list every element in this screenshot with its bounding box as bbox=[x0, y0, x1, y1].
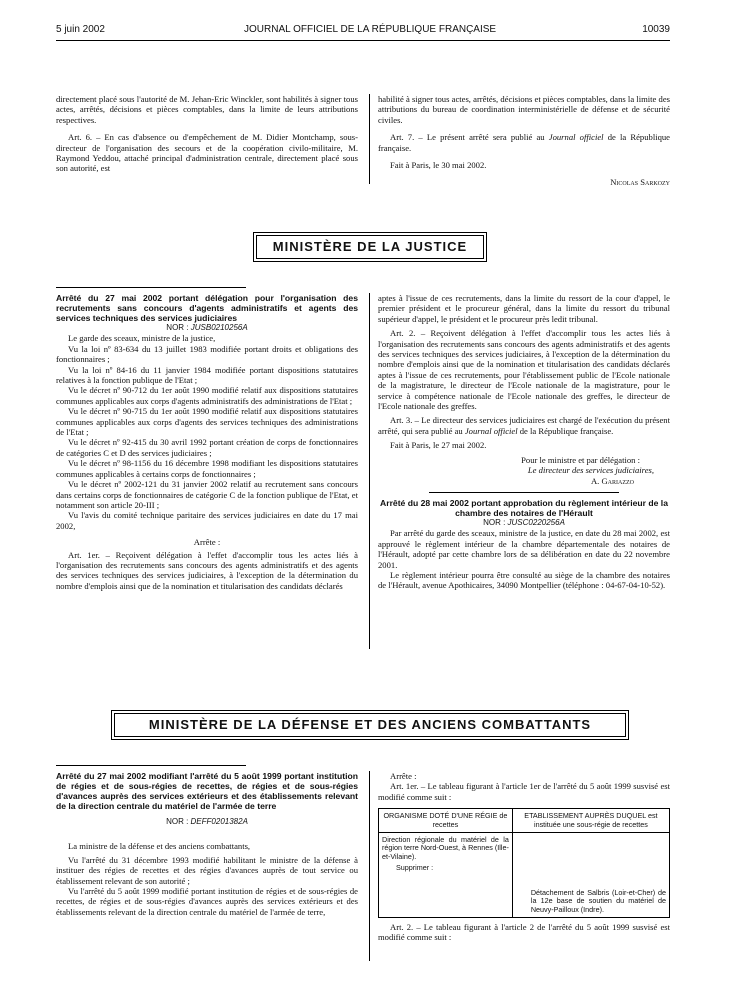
visa: Vu la loi nº 84-16 du 11 janvier 1984 modifiée portant dispositions statutaires relatives à la fonction publique de l'Etat ; bbox=[56, 364, 358, 386]
column-divider bbox=[369, 94, 370, 184]
arrete-title: Arrêté du 27 mai 2002 portant délégation pour l'organisation des recrutements sans concours d'agents administratifs et agents des services techniques des services judiciaires bbox=[56, 293, 358, 323]
article-2: Art. 2. – Le tableau figurant à l'article 2 de l'arrêté du 5 août 1999 susvisé est modifié comme suit : bbox=[378, 922, 670, 943]
nor-reference: NOR : DEFF0201382A bbox=[166, 817, 248, 826]
justice-left-column bbox=[56, 293, 358, 591]
header-page-number: 10039 bbox=[642, 24, 670, 35]
table-cell-text: Supprimer : bbox=[396, 863, 434, 873]
arrete-heading: Arrête : bbox=[193, 537, 221, 548]
paragraph: Le règlement intérieur pourra être consulté au siège de la chambre des notaires de l'Hérault, avenue Apothicaires, 34090 Montpellier (téléphone : 04-67-04-10-52). bbox=[378, 569, 670, 591]
nor-reference: NOR : JUSC0220256A bbox=[483, 517, 565, 527]
paragraph: aptes à l'issue de ces recrutements, dans la limite du ressort de la cour d'appel, le premier président et le procureur général, dans la limite du ressort du tribunal supérieur d'appel, le président et le procureur près ledit tribunal. bbox=[378, 293, 670, 324]
regies-table bbox=[378, 808, 670, 918]
signature-line: Le directeur des services judiciaires, bbox=[527, 465, 654, 476]
column-divider bbox=[369, 293, 370, 649]
visa: Vu l'arrêté du 5 août 1999 modifié portant institution de régies et de sous-régies de recettes, de régies et de sous-régies d'avances auprès des services extérieurs et des établissements relevant de la direction centrale du matériel de l'armée de terre, bbox=[56, 886, 358, 917]
fait-a-paris: Fait à Paris, le 27 mai 2002. bbox=[390, 440, 487, 451]
page-header bbox=[56, 24, 670, 38]
section-rule bbox=[56, 765, 246, 766]
arrete-heading: Arrête : bbox=[390, 771, 417, 781]
article-1: Art. 1er. – Le tableau figurant à l'article 1er de l'arrêté du 5 août 1999 susvisé est modifié comme suit : bbox=[378, 781, 670, 802]
table-header: ETABLISSEMENT AUPRÈS DUQUEL est instituée une sous-régie de recettes bbox=[512, 809, 669, 833]
paragraph: Par arrêté du garde des sceaux, ministre de la justice, en date du 28 mai 2002, est approuvé le règlement intérieur de la chambre départementale des notaires de l'Hérault, adopté par cette chambre lors de sa délibération en date du 22 novembre 2001. bbox=[378, 528, 670, 570]
visa: Vu le décret nº 98-1156 du 16 décembre 1998 modifiant les dispositions statutaires communes applicables à certains corps de fonctionnaires ; bbox=[56, 458, 358, 479]
visa: Vu l'avis du comité technique paritaire des services judiciaires en date du 17 mai 2002, bbox=[56, 510, 358, 531]
visa: Vu la loi nº 83-634 du 13 juillet 1983 modifiée portant droits et obligations des fonctionnaires ; bbox=[56, 343, 358, 365]
arrete-title: Arrêté du 27 mai 2002 modifiant l'arrêté du 5 août 1999 portant institution de régies et de sous-régies de recettes, de régies et de sous-régies d'avances auprès des services extérieurs et des établissements relevant de la direction centrale du matériel de l'armée de terre bbox=[56, 771, 358, 811]
arrete-title: Arrêté du 28 mai 2002 portant approbation du règlement intérieur de la chambre des notaires de l'Hérault bbox=[380, 497, 668, 518]
table-cell-text: Direction régionale du matériel de la région terre Nord-Ouest, à Rennes (Ille-et-Vilaine). bbox=[382, 835, 509, 861]
signature-name: A. Gariazzo bbox=[590, 475, 634, 486]
article-7: Art. 7. – Le présent arrêté sera publié au Journal officiel de la République française. bbox=[378, 132, 670, 153]
defense-left-column bbox=[56, 771, 358, 917]
table-cell bbox=[379, 833, 513, 918]
table-row bbox=[379, 833, 670, 918]
nor-reference: NOR : JUSB0210256A bbox=[166, 323, 248, 332]
signature-line: Pour le ministre et par délégation : bbox=[521, 454, 640, 465]
paragraph: directement placé sous l'autorité de M. Jehan-Eric Winckler, sont habilités à signer tous actes, arrêtés, décisions et pièces comptables, dans la limite de leurs attributions respectives. bbox=[56, 94, 358, 125]
visa: Vu le décret nº 90-715 du 1er août 1990 modifié relatif aux dispositions statutaires communes applicables aux corps d'agents des services techniques des administrations de l'Etat ; bbox=[56, 406, 358, 438]
signature: Nicolas Sarkozy bbox=[610, 177, 670, 188]
paragraph: La ministre de la défense et des anciens combattants, bbox=[68, 841, 251, 852]
table-cell: Détachement de Salbris (Loir-et-Cher) de la 12e base de soutien du matériel de Neuvy-Pailloux (Indre). bbox=[512, 833, 669, 918]
article-6: Art. 6. – En cas d'absence ou d'empêchement de M. Didier Montchamp, sous-directeur de l'organisation des secours et de la coopération civilo-militaire, M. Raymond Yeddou, attaché principal d'administration centrale, directement placé sous son autorité, est bbox=[56, 132, 358, 174]
article-1: Art. 1er. – Reçoivent délégation à l'effet d'accomplir tous les actes liés à l'organisation des recrutements sans concours des agents administratifs et des agents des services techniques des services judiciaires, à l'exception de la détermination du nombre d'emplois ainsi que de la nomination et titularisation des candidats déclarés bbox=[56, 549, 358, 591]
column-divider bbox=[369, 771, 370, 961]
article-3: Art. 3. – Le directeur des services judiciaires est chargé de l'exécution du présent arrêté, qui sera publié au Journal officiel de la République française. bbox=[378, 415, 670, 436]
banner-ministere-justice: MINISTÈRE DE LA JUSTICE bbox=[256, 235, 484, 259]
paragraph: habilité à signer tous actes, arrêtés, décisions et pièces comptables, dans la limite des attributions du bureau de coordination interministérielle de défense et de sécurité civiles. bbox=[378, 94, 670, 125]
fait-a-paris: Fait à Paris, le 30 mai 2002. bbox=[390, 160, 487, 171]
justice-right-column bbox=[378, 293, 670, 591]
banner-ministere-defense: MINISTÈRE DE LA DÉFENSE ET DES ANCIENS COMBATTANTS bbox=[114, 713, 626, 737]
table-header: ORGANISME DOTÉ D'UNE RÉGIE de recettes bbox=[379, 809, 513, 833]
visa: Vu le décret nº 92-415 du 30 avril 1992 portant création de corps de fonctionnaires de catégories C et D des services judiciaires ; bbox=[56, 437, 358, 458]
table-header-row bbox=[379, 809, 670, 833]
visa: Vu le décret nº 2002-121 du 31 janvier 2002 relatif au recrutement sans concours dans certains corps de fonctionnaires de catégorie C de la fonction publique de l'Etat, et notamment son article 20-III ; bbox=[56, 479, 358, 510]
header-title: JOURNAL OFFICIEL DE LA RÉPUBLIQUE FRANÇAISE bbox=[244, 24, 497, 35]
visa: Vu l'arrêté du 31 décembre 1993 modifié habilitant le ministre de la défense à instituer des régies de recettes et des régies d'avances auprès de tout service ou établissement relevant de son autorité ; bbox=[56, 854, 358, 886]
header-date: 5 juin 2002 bbox=[56, 24, 105, 35]
visa: Le garde des sceaux, ministre de la justice, bbox=[68, 333, 216, 344]
defense-right-column bbox=[378, 771, 670, 943]
section-rule bbox=[56, 287, 246, 288]
section-rule bbox=[429, 492, 619, 493]
article-2: Art. 2. – Reçoivent délégation à l'effet d'accomplir tous les actes liés à l'organisation des recrutements sans concours des agents administratifs et des agents des services techniques des services judiciaires, à l'exception de la détermination du nombre d'emplois ainsi que de la nomination et titularisation des candidats déclarés aptes à l'issue de ces recrutements, pour l'établissement public de l'Ecole nationale de la magistrature, le directeur de l'Ecole nationale de la magistrature, pour le service à compétence nationale de l'Ecole nationale des greffes, le directeur de l'Ecole nationale des greffes. bbox=[378, 328, 670, 412]
header-rule bbox=[56, 40, 670, 41]
visa: Vu le décret nº 90-712 du 1er août 1990 modifié relatif aux dispositions statutaires communes applicables aux corps d'agents administratifs des administrations de l'Etat ; bbox=[56, 385, 358, 406]
top-left-column bbox=[56, 94, 358, 174]
top-right-column bbox=[378, 94, 670, 188]
